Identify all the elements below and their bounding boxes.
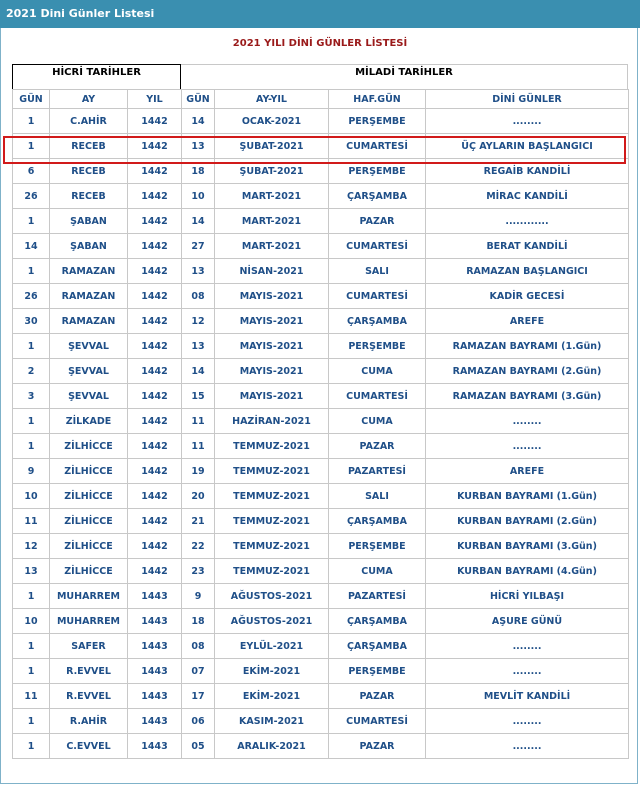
cell-hicri-ay: MUHARREM [50, 609, 128, 634]
cell-hicri-ay: RAMAZAN [50, 309, 128, 334]
cell-dini-gun: RAMAZAN BAŞLANGICI [426, 259, 629, 284]
religious-days-table [12, 89, 629, 759]
cell-miladi-gun: 9 [182, 584, 215, 609]
cell-hicri-gun: 6 [13, 159, 50, 184]
cell-dini-gun: REGAİB KANDİLİ [426, 159, 629, 184]
cell-haf-gun: PERŞEMBE [329, 159, 426, 184]
cell-hicri-yil: 1442 [128, 209, 182, 234]
cell-dini-gun: KADİR GECESİ [426, 284, 629, 309]
cell-hicri-ay: ZİLHİCCE [50, 484, 128, 509]
cell-dini-gun: KURBAN BAYRAMI (3.Gün) [426, 534, 629, 559]
cell-ay-yil: EKİM-2021 [215, 659, 329, 684]
table-row [13, 484, 629, 509]
cell-dini-gun: ........ [426, 634, 629, 659]
cell-dini-gun: BERAT KANDİLİ [426, 234, 629, 259]
table-row [13, 559, 629, 584]
cell-ay-yil: EKİM-2021 [215, 684, 329, 709]
cell-hicri-gun: 1 [13, 634, 50, 659]
cell-hicri-gun: 10 [13, 609, 50, 634]
cell-ay-yil: HAZİRAN-2021 [215, 409, 329, 434]
cell-haf-gun: PAZARTESİ [329, 584, 426, 609]
cell-hicri-ay: SAFER [50, 634, 128, 659]
cell-ay-yil: ŞUBAT-2021 [215, 159, 329, 184]
cell-ay-yil: OCAK-2021 [215, 109, 329, 134]
cell-miladi-gun: 13 [182, 259, 215, 284]
cell-hicri-yil: 1442 [128, 234, 182, 259]
cell-hicri-ay: ZİLHİCCE [50, 559, 128, 584]
cell-hicri-ay: RECEB [50, 159, 128, 184]
cell-hicri-ay: MUHARREM [50, 584, 128, 609]
cell-ay-yil: TEMMUZ-2021 [215, 559, 329, 584]
cell-hicri-ay: ZİLKADE [50, 409, 128, 434]
cell-haf-gun: CUMARTESİ [329, 709, 426, 734]
cell-hicri-gun: 1 [13, 434, 50, 459]
hicri-group-header: HİCRİ TARİHLER [12, 64, 181, 90]
cell-hicri-ay: RECEB [50, 184, 128, 209]
cell-hicri-gun: 1 [13, 209, 50, 234]
cell-haf-gun: PAZARTESİ [329, 459, 426, 484]
cell-hicri-gun: 1 [13, 334, 50, 359]
cell-miladi-gun: 14 [182, 209, 215, 234]
table-row [13, 409, 629, 434]
cell-ay-yil: AĞUSTOS-2021 [215, 609, 329, 634]
cell-miladi-gun: 08 [182, 284, 215, 309]
cell-haf-gun: PERŞEMBE [329, 334, 426, 359]
cell-dini-gun: ........ [426, 109, 629, 134]
cell-haf-gun: ÇARŞAMBA [329, 609, 426, 634]
cell-haf-gun: PAZAR [329, 434, 426, 459]
col-header-hicri-yil: YIL [128, 90, 182, 109]
cell-miladi-gun: 11 [182, 409, 215, 434]
cell-dini-gun: KURBAN BAYRAMI (4.Gün) [426, 559, 629, 584]
cell-ay-yil: TEMMUZ-2021 [215, 434, 329, 459]
table-row [13, 284, 629, 309]
cell-miladi-gun: 07 [182, 659, 215, 684]
cell-haf-gun: PERŞEMBE [329, 534, 426, 559]
cell-hicri-gun: 26 [13, 284, 50, 309]
cell-miladi-gun: 18 [182, 159, 215, 184]
cell-hicri-yil: 1443 [128, 659, 182, 684]
cell-hicri-gun: 1 [13, 109, 50, 134]
cell-hicri-gun: 1 [13, 259, 50, 284]
cell-hicri-ay: ŞEVVAL [50, 359, 128, 384]
table-row [13, 209, 629, 234]
cell-haf-gun: CUMA [329, 409, 426, 434]
table-row [13, 584, 629, 609]
table-row [13, 259, 629, 284]
cell-hicri-gun: 1 [13, 659, 50, 684]
cell-miladi-gun: 20 [182, 484, 215, 509]
cell-hicri-ay: ŞABAN [50, 234, 128, 259]
cell-hicri-gun: 30 [13, 309, 50, 334]
cell-haf-gun: CUMARTESİ [329, 384, 426, 409]
cell-hicri-yil: 1442 [128, 559, 182, 584]
cell-dini-gun: RAMAZAN BAYRAMI (2.Gün) [426, 359, 629, 384]
cell-ay-yil: KASIM-2021 [215, 709, 329, 734]
cell-hicri-gun: 12 [13, 534, 50, 559]
cell-ay-yil: TEMMUZ-2021 [215, 509, 329, 534]
cell-hicri-yil: 1442 [128, 109, 182, 134]
cell-hicri-ay: ZİLHİCCE [50, 509, 128, 534]
highlight-box [3, 136, 626, 164]
cell-miladi-gun: 11 [182, 434, 215, 459]
cell-dini-gun: ........ [426, 659, 629, 684]
cell-hicri-yil: 1443 [128, 734, 182, 759]
cell-hicri-yil: 1442 [128, 159, 182, 184]
cell-dini-gun: RAMAZAN BAYRAMI (1.Gün) [426, 334, 629, 359]
table-row [13, 434, 629, 459]
cell-ay-yil: MART-2021 [215, 234, 329, 259]
cell-hicri-yil: 1442 [128, 134, 182, 159]
col-header-haf-gun: HAF.GÜN [329, 90, 426, 109]
cell-ay-yil: EYLÜL-2021 [215, 634, 329, 659]
cell-haf-gun: PAZAR [329, 209, 426, 234]
cell-miladi-gun: 14 [182, 359, 215, 384]
cell-ay-yil: MAYIS-2021 [215, 284, 329, 309]
cell-hicri-ay: RAMAZAN [50, 259, 128, 284]
cell-ay-yil: TEMMUZ-2021 [215, 534, 329, 559]
cell-ay-yil: NİSAN-2021 [215, 259, 329, 284]
col-header-hicri-ay: AY [50, 90, 128, 109]
table-row [13, 709, 629, 734]
cell-miladi-gun: 22 [182, 534, 215, 559]
panel-title: 2021 Dini Günler Listesi [6, 7, 155, 20]
table-row [13, 234, 629, 259]
cell-hicri-yil: 1442 [128, 359, 182, 384]
cell-ay-yil: MAYIS-2021 [215, 309, 329, 334]
list-title: 2021 YILI DİNİ GÜNLER LİSTESİ [232, 38, 408, 49]
cell-hicri-ay: ŞABAN [50, 209, 128, 234]
cell-ay-yil: MART-2021 [215, 209, 329, 234]
cell-hicri-gun: 1 [13, 584, 50, 609]
table-row [13, 509, 629, 534]
cell-dini-gun: MİRAC KANDİLİ [426, 184, 629, 209]
cell-hicri-gun: 1 [13, 709, 50, 734]
table-row [13, 534, 629, 559]
cell-haf-gun: CUMARTESİ [329, 234, 426, 259]
cell-dini-gun: HİCRİ YILBAŞI [426, 584, 629, 609]
cell-haf-gun: PERŞEMBE [329, 659, 426, 684]
cell-dini-gun: AŞURE GÜNÜ [426, 609, 629, 634]
cell-miladi-gun: 08 [182, 634, 215, 659]
cell-haf-gun: PAZAR [329, 684, 426, 709]
cell-ay-yil: MART-2021 [215, 184, 329, 209]
col-header-hicri-gun: GÜN [13, 90, 50, 109]
miladi-group-header: MİLADİ TARİHLER [181, 64, 628, 90]
cell-haf-gun: CUMA [329, 359, 426, 384]
cell-dini-gun: AREFE [426, 459, 629, 484]
cell-haf-gun: ÇARŞAMBA [329, 509, 426, 534]
cell-hicri-gun: 26 [13, 184, 50, 209]
cell-hicri-gun: 11 [13, 684, 50, 709]
cell-hicri-gun: 14 [13, 234, 50, 259]
cell-hicri-gun: 1 [13, 734, 50, 759]
cell-ay-yil: MAYIS-2021 [215, 384, 329, 409]
cell-miladi-gun: 27 [182, 234, 215, 259]
table-row [13, 609, 629, 634]
table-row [13, 109, 629, 134]
col-header-miladi-gun: GÜN [182, 90, 215, 109]
cell-hicri-yil: 1442 [128, 434, 182, 459]
column-header-row [13, 90, 629, 109]
cell-hicri-yil: 1442 [128, 259, 182, 284]
table-row [13, 184, 629, 209]
cell-miladi-gun: 15 [182, 384, 215, 409]
table-row [13, 634, 629, 659]
cell-ay-yil: ŞUBAT-2021 [215, 134, 329, 159]
col-header-ay-yil: AY-YIL [215, 90, 329, 109]
cell-hicri-yil: 1442 [128, 459, 182, 484]
cell-hicri-ay: C.AHİR [50, 109, 128, 134]
table-row [13, 359, 629, 384]
cell-miladi-gun: 14 [182, 109, 215, 134]
cell-dini-gun: KURBAN BAYRAMI (1.Gün) [426, 484, 629, 509]
cell-hicri-yil: 1443 [128, 684, 182, 709]
cell-dini-gun: ........ [426, 709, 629, 734]
cell-hicri-gun: 1 [13, 409, 50, 434]
cell-haf-gun: ÇARŞAMBA [329, 634, 426, 659]
cell-hicri-gun: 13 [13, 559, 50, 584]
table-row [13, 384, 629, 409]
cell-haf-gun: PERŞEMBE [329, 109, 426, 134]
cell-hicri-yil: 1443 [128, 609, 182, 634]
cell-hicri-ay: ZİLHİCCE [50, 534, 128, 559]
cell-dini-gun: ........ [426, 434, 629, 459]
table-row [13, 309, 629, 334]
cell-miladi-gun: 13 [182, 334, 215, 359]
cell-miladi-gun: 18 [182, 609, 215, 634]
cell-dini-gun: ............ [426, 209, 629, 234]
cell-haf-gun: SALI [329, 484, 426, 509]
cell-hicri-gun: 11 [13, 509, 50, 534]
cell-hicri-ay: C.EVVEL [50, 734, 128, 759]
cell-hicri-yil: 1443 [128, 709, 182, 734]
cell-miladi-gun: 10 [182, 184, 215, 209]
cell-miladi-gun: 19 [182, 459, 215, 484]
cell-haf-gun: PAZAR [329, 734, 426, 759]
cell-hicri-ay: R.AHİR [50, 709, 128, 734]
table-row [13, 459, 629, 484]
cell-hicri-ay: R.EVVEL [50, 684, 128, 709]
cell-miladi-gun: 13 [182, 134, 215, 159]
cell-hicri-gun: 1 [13, 134, 50, 159]
cell-haf-gun: CUMARTESİ [329, 284, 426, 309]
cell-miladi-gun: 06 [182, 709, 215, 734]
cell-dini-gun: MEVLİT KANDİLİ [426, 684, 629, 709]
cell-dini-gun: AREFE [426, 309, 629, 334]
cell-haf-gun: CUMARTESİ [329, 134, 426, 159]
cell-hicri-yil: 1442 [128, 534, 182, 559]
cell-ay-yil: TEMMUZ-2021 [215, 459, 329, 484]
cell-hicri-gun: 3 [13, 384, 50, 409]
cell-hicri-gun: 10 [13, 484, 50, 509]
cell-hicri-gun: 9 [13, 459, 50, 484]
cell-hicri-ay: RAMAZAN [50, 284, 128, 309]
cell-ay-yil: TEMMUZ-2021 [215, 484, 329, 509]
cell-hicri-yil: 1442 [128, 409, 182, 434]
cell-ay-yil: AĞUSTOS-2021 [215, 584, 329, 609]
cell-hicri-yil: 1442 [128, 334, 182, 359]
cell-miladi-gun: 23 [182, 559, 215, 584]
cell-hicri-ay: ZİLHİCCE [50, 459, 128, 484]
cell-hicri-yil: 1443 [128, 584, 182, 609]
table-row [13, 734, 629, 759]
cell-dini-gun: ........ [426, 409, 629, 434]
cell-hicri-ay: ZİLHİCCE [50, 434, 128, 459]
cell-dini-gun: KURBAN BAYRAMI (2.Gün) [426, 509, 629, 534]
table-row [13, 334, 629, 359]
cell-hicri-gun: 2 [13, 359, 50, 384]
cell-hicri-yil: 1442 [128, 384, 182, 409]
cell-haf-gun: ÇARŞAMBA [329, 184, 426, 209]
cell-haf-gun: CUMA [329, 559, 426, 584]
cell-hicri-yil: 1442 [128, 509, 182, 534]
cell-miladi-gun: 17 [182, 684, 215, 709]
table-row [13, 659, 629, 684]
cell-dini-gun: RAMAZAN BAYRAMI (3.Gün) [426, 384, 629, 409]
cell-hicri-yil: 1442 [128, 184, 182, 209]
cell-haf-gun: ÇARŞAMBA [329, 309, 426, 334]
cell-hicri-yil: 1442 [128, 309, 182, 334]
cell-hicri-ay: R.EVVEL [50, 659, 128, 684]
cell-hicri-ay: ŞEVVAL [50, 334, 128, 359]
cell-haf-gun: SALI [329, 259, 426, 284]
cell-dini-gun: ........ [426, 734, 629, 759]
cell-miladi-gun: 05 [182, 734, 215, 759]
cell-hicri-yil: 1442 [128, 284, 182, 309]
cell-ay-yil: ARALIK-2021 [215, 734, 329, 759]
cell-miladi-gun: 21 [182, 509, 215, 534]
cell-hicri-ay: RECEB [50, 134, 128, 159]
cell-hicri-ay: ŞEVVAL [50, 384, 128, 409]
cell-ay-yil: MAYIS-2021 [215, 334, 329, 359]
table-row [13, 684, 629, 709]
cell-hicri-yil: 1443 [128, 634, 182, 659]
cell-ay-yil: MAYIS-2021 [215, 359, 329, 384]
col-header-dini-gunler: DİNİ GÜNLER [426, 90, 629, 109]
panel-title-bar [0, 0, 640, 28]
cell-dini-gun: ÜÇ AYLARIN BAŞLANGICI [426, 134, 629, 159]
cell-miladi-gun: 12 [182, 309, 215, 334]
cell-hicri-yil: 1442 [128, 484, 182, 509]
